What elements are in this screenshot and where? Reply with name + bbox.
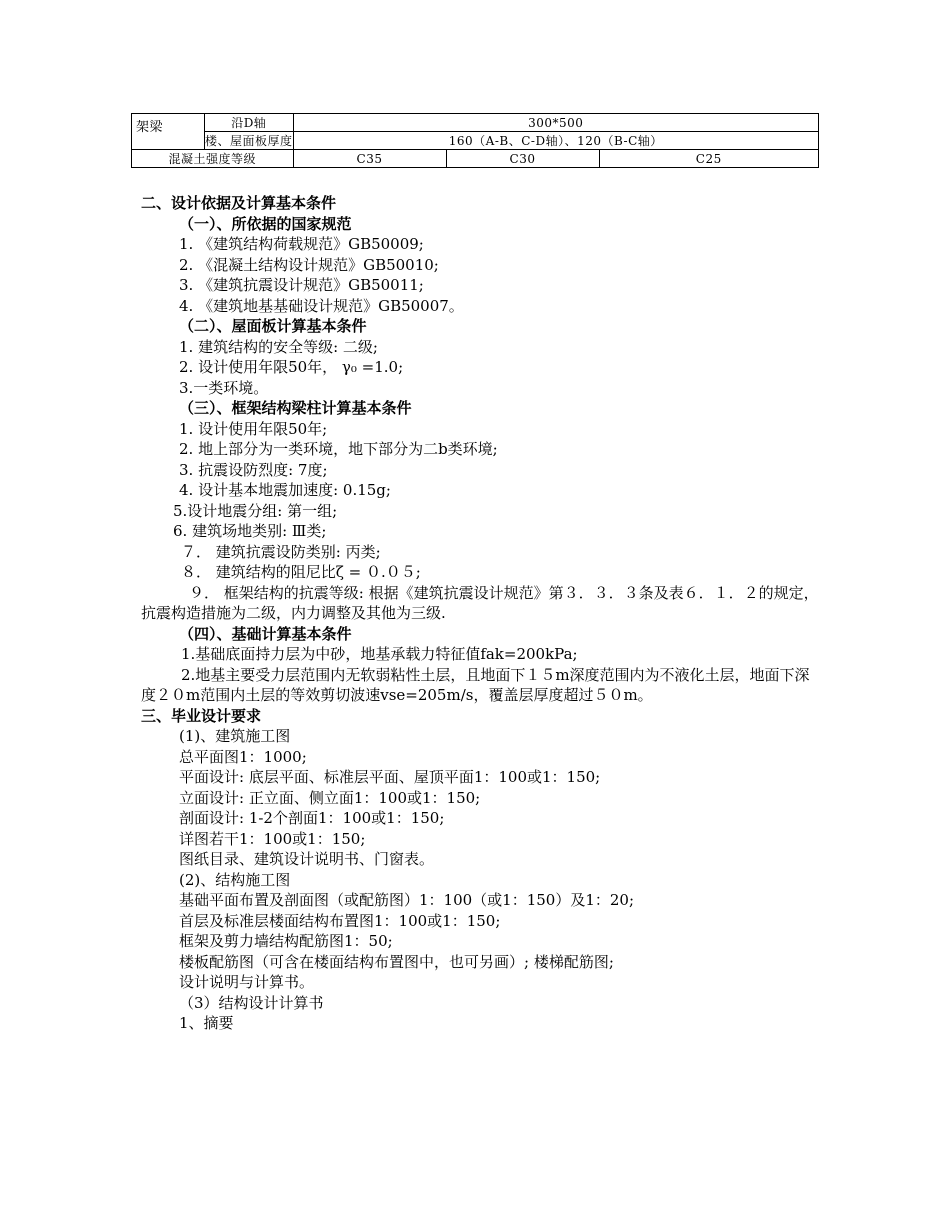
list-item: 6. 建筑场地类别: Ⅲ类; xyxy=(173,522,327,540)
table-cell-c25: C25 xyxy=(599,150,818,168)
list-item: 3. 抗震设防烈度: 7度; xyxy=(179,460,328,479)
table-cell-category xyxy=(132,114,205,150)
list-item: 2. 地上部分为一类环境，地下部分为二b类环境; xyxy=(179,440,498,458)
table-cell-sub: 沿D轴 xyxy=(205,114,294,132)
list-item: 基础平面布置及剖面图（或配筋图）1：100（或1：150）及1：20; xyxy=(179,891,635,909)
list-item: 1、摘要 xyxy=(179,1014,234,1032)
list-item: 楼板配筋图（可含在楼面结构布置图中，也可另画）; 楼梯配筋图; xyxy=(179,952,614,971)
list-item: 4. 《建筑地基基础设计规范》GB50007。 xyxy=(179,296,464,315)
list-item: 首层及标准层楼面结构布置图1：100或1：150; xyxy=(179,911,501,930)
category-label: 架梁 xyxy=(136,120,164,135)
list-item: 3. 《建筑抗震设计规范》GB50011; xyxy=(179,276,424,294)
subsection-heading: （二）、屋面板计算基本条件 xyxy=(179,317,367,335)
list-item: 平面设计: 底层平面、标准层平面、屋顶平面1：100或1：150; xyxy=(179,768,601,786)
table-row xyxy=(132,150,819,168)
list-item: 设计说明与计算书。 xyxy=(179,973,315,991)
spec-table xyxy=(131,113,819,168)
table-cell-label: 混凝土强度等级 xyxy=(132,150,294,168)
table-cell-c35: C35 xyxy=(293,150,446,168)
subsection-heading: （三）、框架结构梁柱计算基本条件 xyxy=(179,399,412,417)
list-item: 4. 设计基本地震加速度: 0.15g; xyxy=(179,481,391,499)
table-cell-c30: C30 xyxy=(446,150,599,168)
list-item: 1. 《建筑结构荷载规范》GB50009; xyxy=(179,235,424,253)
list-item: 3.一类环境。 xyxy=(179,378,269,397)
subsection-heading: （四）、基础计算基本条件 xyxy=(179,624,352,643)
table-cell-value: 160（A-B、C-D轴）、120（B-C轴） xyxy=(293,132,818,150)
list-item: 图纸目录、建筑设计说明书、门窗表。 xyxy=(179,850,435,868)
table-cell-value: 300*500 xyxy=(293,114,818,132)
list-item: 总平面图1：1000; xyxy=(179,747,307,766)
list-item: 1. 设计使用年限50年; xyxy=(179,419,328,438)
part-heading: (1)、建筑施工图 xyxy=(179,727,291,745)
list-item: 详图若干1：100或1：150; xyxy=(179,829,366,848)
section-heading: 三、毕业设计要求 xyxy=(141,706,262,725)
part-heading: (2)、结构施工图 xyxy=(179,870,291,889)
list-item: 2. 设计使用年限50年， γ₀ =1.0; xyxy=(179,358,404,376)
list-item: 框架及剪力墙结构配筋图1：50; xyxy=(179,932,393,950)
list-item: 1. 建筑结构的安全等级: 二级; xyxy=(179,337,378,356)
list-item: 1.基础底面持力层为中砂，地基承载力特征值fak=200kPa; xyxy=(181,645,578,663)
document-body xyxy=(141,193,821,1034)
table-row xyxy=(132,114,819,132)
section-heading: 二、设计依据及计算基本条件 xyxy=(141,194,337,212)
list-item: 2.地基主要受力层范围内无软弱粘性土层，且地面下１５m深度范围内为不液化土层，地面下深度２０m范围内土层的等效剪切波速vse=205m/s，覆盖层厚度超过５０m。 xyxy=(141,665,810,704)
list-item: 2. 《混凝土结构设计规范》GB50010; xyxy=(179,255,439,274)
list-item: ８． 建筑结构的阻尼比ζ = ０.０５; xyxy=(181,563,421,581)
table-row xyxy=(132,132,819,150)
part-heading: （3）结构设计计算书 xyxy=(179,993,324,1012)
list-item: ７． 建筑抗震设防类别: 丙类; xyxy=(181,542,381,561)
table-cell-label: 楼、屋面板厚度 xyxy=(205,133,293,148)
list-item: 剖面设计: 1-2个剖面1：100或1：150; xyxy=(179,809,445,827)
list-item: 5.设计地震分组: 第一组; xyxy=(173,501,338,520)
list-item: 立面设计: 正立面、侧立面1：100或1：150; xyxy=(179,788,481,807)
subsection-heading: （一）、所依据的国家规范 xyxy=(179,214,352,233)
list-item: ９． 框架结构的抗震等级: 根据《建筑抗震设计规范》第３．３．３条及表６．１．２的规定，抗震构造措施为二级，内力调整及其他为三级. xyxy=(141,583,819,622)
